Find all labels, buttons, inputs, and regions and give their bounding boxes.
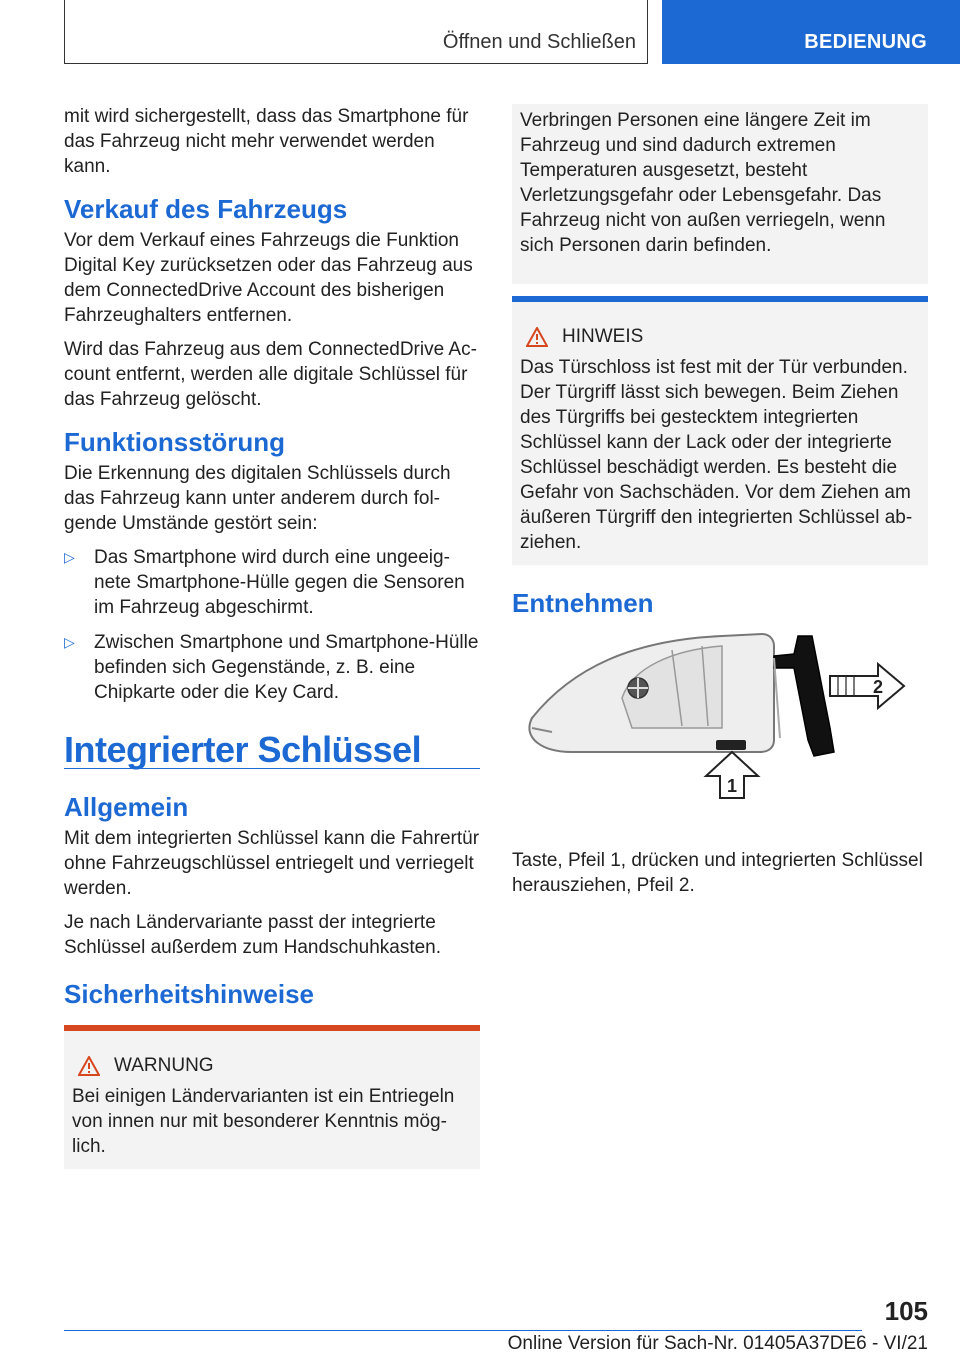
- verkauf-paragraph-1: Vor dem Verkauf eines Fahrzeugs die Funktion Digital Key zurücksetzen oder das Fahrzeug aus dem ConnectedDrive Account des bisherigen Fahrzeughalters entfernen.: [64, 230, 473, 326]
- warning-triangle-icon: [526, 327, 548, 347]
- warning-header: [72, 1053, 472, 1078]
- list-item-text: Zwischen Smartphone und Smartphone-Hülle befinden sich Gegenstände, z. B. eine Chipkarte oder die Key Card.: [94, 632, 479, 703]
- allgemein-paragraph-2: Je nach Ländervariante passt der integrierte Schlüssel außerdem zum Handschuhkasten.: [64, 912, 442, 958]
- triangle-bullet-icon: ▷: [64, 634, 75, 650]
- heading-funktionsstoerung: Funktionsstörung: [64, 427, 285, 457]
- arrow-label-1: 1: [726, 776, 738, 796]
- heading-integrierter-schluessel: Integrierter Schlüssel: [64, 729, 422, 770]
- warning-box-continued: [512, 104, 928, 284]
- warning-triangle-icon: [78, 1056, 100, 1076]
- footer-text: Online Version für Sach-Nr. 01405A37DE6 - VI/21: [507, 1333, 928, 1354]
- integrated-key: [774, 636, 834, 756]
- list-item: [64, 545, 480, 620]
- chapter-tab: BEDIENUNG: [662, 0, 960, 64]
- warning-box: [64, 1025, 480, 1169]
- note-header: [520, 324, 920, 349]
- entnehmen-paragraph: Taste, Pfeil 1, drücken und integrierten Schlüssel herausziehen, Pfeil 2.: [512, 850, 923, 896]
- warning-text: Bei einigen Ländervarianten ist ein Entriegeln von innen nur mit besonderer Kenntnis möglich.: [72, 1086, 455, 1157]
- section-title: Öffnen und Schließen: [442, 31, 636, 53]
- verkauf-paragraph-2: Wird das Fahrzeug aus dem ConnectedDrive Account entfernt, werden alle digitale Schlüssel für das Fahrzeug gelöscht.: [64, 339, 477, 410]
- footer-rule: [64, 1330, 862, 1331]
- allgemein-paragraph-1: Mit dem integrierten Schlüssel kann die Fahrertür ohne Fahrzeugschlüssel entriegelt und verriegelt werden.: [64, 828, 480, 899]
- list-item-text: Das Smartphone wird durch eine ungeeignete Smartphone-Hülle gegen die Sensoren im Fahrzeug abgeschirmt.: [94, 547, 465, 618]
- heading-sicherheitshinweise: Sicherheitshinweise: [64, 979, 314, 1009]
- warning-label: WARNUNG: [114, 1055, 214, 1076]
- arrow-right-icon: [830, 664, 904, 708]
- page-number: 105: [884, 1296, 928, 1326]
- heading-allgemein: Allgemein: [64, 792, 189, 822]
- note-box: [512, 296, 928, 565]
- heading-verkauf: Verkauf des Fahrzeugs: [64, 194, 348, 224]
- heading-entnehmen: Entnehmen: [512, 588, 654, 618]
- key-figure-svg: [512, 628, 928, 828]
- key-illustration: [512, 628, 928, 828]
- right-column: [512, 104, 928, 907]
- note-text: Das Türschloss ist fest mit der Tür verbunden. Der Türgriff lässt sich bewegen. Beim Ziehen des Türgriffs bei gestecktem integrierten Schlüssel kann der Lack oder der integrierte Schlüssel beschädigt werden. Es besteht die Gefahr von Sachschäden. Vor dem Ziehen am äußeren Türgriff den integrierten Schlüssel abziehen.: [520, 357, 913, 553]
- release-button: [716, 740, 746, 750]
- list-item: [64, 630, 480, 705]
- main-heading-block: [64, 729, 480, 770]
- intro-paragraph: mit wird sichergestellt, dass das Smartphone für das Fahrzeug nicht mehr verwendet werden kann.: [64, 106, 469, 177]
- warning-continued-text: Verbringen Personen eine längere Zeit im Fahrzeug und sind dadurch extremen Temperaturen ausgesetzt, besteht Verletzungsgefahr oder Lebensgefahr. Das Fahrzeug nicht von außen verriegeln, wenn sich Personen darin befinden.: [520, 110, 886, 256]
- triangle-bullet-icon: ▷: [64, 549, 75, 565]
- stoerung-paragraph: Die Erkennung des digitalen Schlüssels durch das Fahrzeug kann unter anderem durch folgende Umstände gestört sein:: [64, 463, 451, 534]
- note-label: HINWEIS: [562, 326, 644, 347]
- stoerung-list: [64, 545, 480, 705]
- left-column: [64, 104, 480, 1169]
- arrow-label-2: 2: [872, 677, 884, 697]
